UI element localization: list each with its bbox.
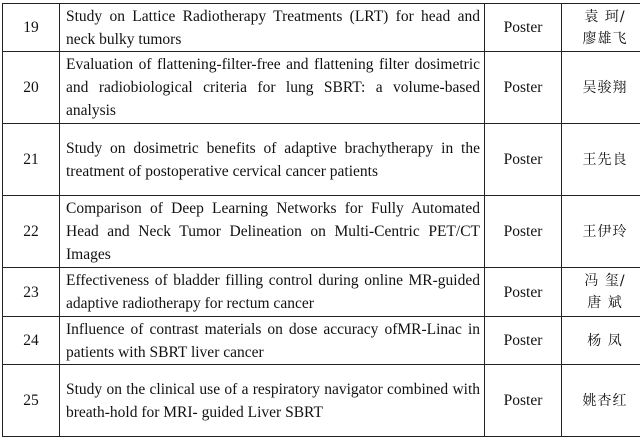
row-title: Study on the clinical use of a respiratory navigator combined with breath-hold for MRI- guided Liver SBRT bbox=[60, 365, 485, 437]
row-author bbox=[562, 196, 640, 268]
row-title: Comparison of Deep Learning Networks for Fully Automated Head and Neck Tumor Delineation on Multi-Centric PET/CT Images bbox=[60, 196, 485, 268]
author-name: 杨 凤 bbox=[587, 332, 623, 349]
row-title: Evaluation of flattening-filter-free and flattening filter dosimetric and radiobiological criteria for lung SBRT: a volume-based analysis bbox=[60, 52, 485, 124]
author-name: 廖雄飞 bbox=[582, 30, 628, 47]
row-author bbox=[562, 365, 640, 437]
author-name: 唐 斌 bbox=[587, 295, 623, 311]
row-type: Poster bbox=[485, 4, 562, 52]
author-name: 王先良 bbox=[582, 151, 628, 168]
row-title: Effectiveness of bladder filling control during online MR-guided adaptive radiotherapy for rectum cancer bbox=[60, 268, 485, 317]
row-author bbox=[562, 317, 640, 365]
row-author bbox=[562, 4, 640, 52]
row-type: Poster bbox=[485, 317, 562, 365]
table-row bbox=[3, 52, 640, 124]
row-author bbox=[562, 124, 640, 196]
row-type: Poster bbox=[485, 268, 562, 317]
table-row bbox=[3, 365, 640, 437]
row-number: 24 bbox=[3, 317, 60, 365]
table-row bbox=[3, 4, 640, 52]
row-number: 25 bbox=[3, 365, 60, 437]
author-name: 王伊玲 bbox=[582, 223, 628, 240]
program-table bbox=[2, 3, 640, 437]
table-row bbox=[3, 124, 640, 196]
table-row bbox=[3, 268, 640, 317]
table-row bbox=[3, 196, 640, 268]
author-name: 袁 珂/ bbox=[584, 8, 626, 25]
row-type: Poster bbox=[485, 124, 562, 196]
author-name: 姚杏红 bbox=[582, 392, 628, 409]
row-type: Poster bbox=[485, 196, 562, 268]
table-row bbox=[3, 317, 640, 365]
row-author bbox=[562, 52, 640, 124]
row-number: 20 bbox=[3, 52, 60, 124]
row-number: 21 bbox=[3, 124, 60, 196]
author-name: 冯 玺/ bbox=[584, 273, 626, 289]
author-name: 吴骏翔 bbox=[582, 79, 628, 96]
row-type: Poster bbox=[485, 365, 562, 437]
row-author bbox=[562, 268, 640, 317]
row-title: Influence of contrast materials on dose accuracy ofMR-Linac in patients with SBRT liver cancer bbox=[60, 317, 485, 365]
row-number: 23 bbox=[3, 268, 60, 317]
row-number: 22 bbox=[3, 196, 60, 268]
row-type: Poster bbox=[485, 52, 562, 124]
row-number: 19 bbox=[3, 4, 60, 52]
row-title: Study on dosimetric benefits of adaptive brachytherapy in the treatment of postoperative cervical cancer patients bbox=[60, 124, 485, 196]
row-title: Study on Lattice Radiotherapy Treatments (LRT) for head and neck bulky tumors bbox=[60, 4, 485, 52]
